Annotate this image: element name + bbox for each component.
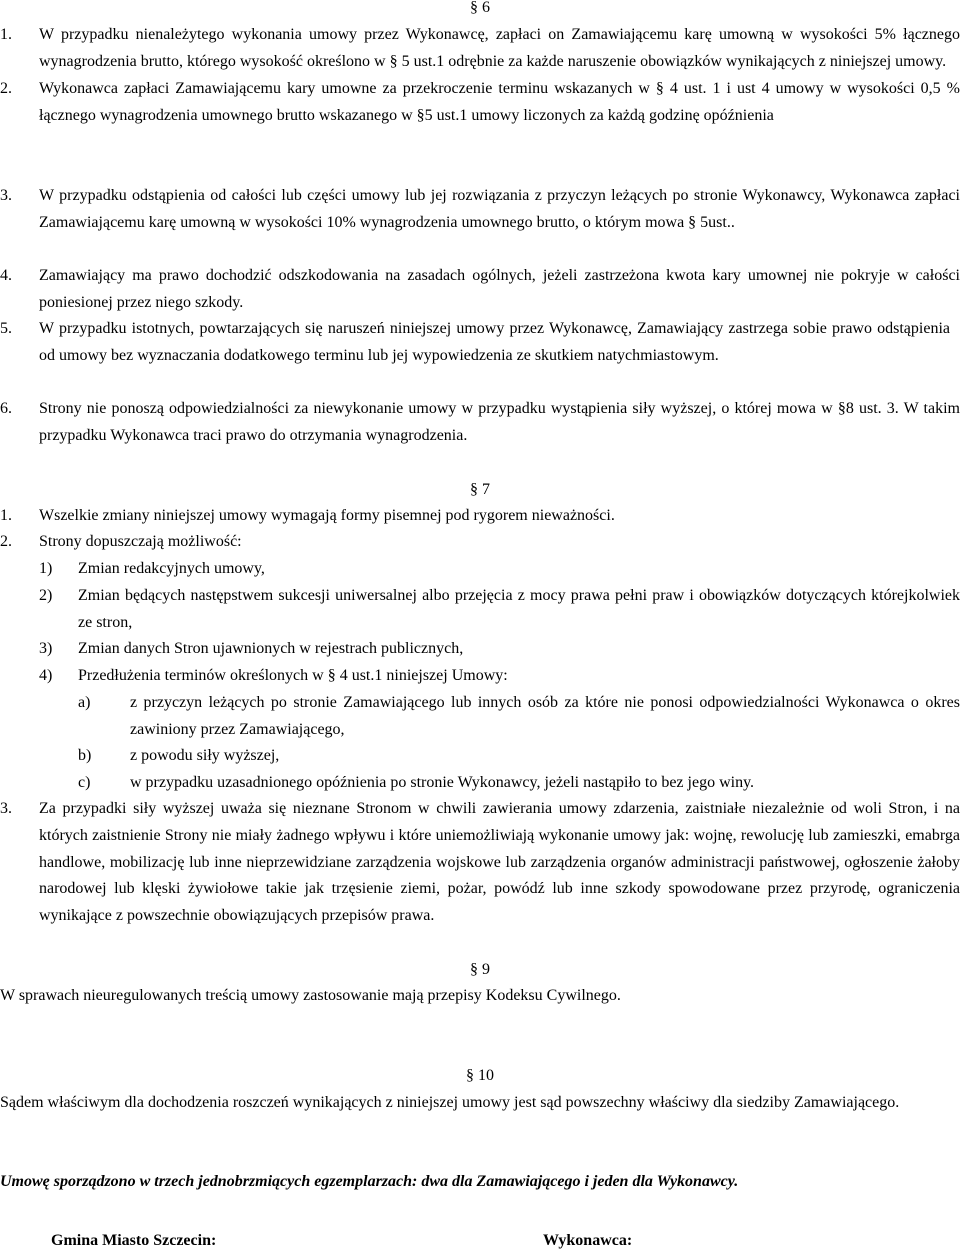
- s7-subsub-b-number: b): [78, 747, 92, 764]
- s7-item-2-text: Strony dopuszczają możliwość:: [39, 533, 242, 550]
- signature-left: Gmina Miasto Szczecin:: [51, 1232, 217, 1249]
- s7-sub-2-text: Zmian będących następstwem sukcesji uniwersalnej albo przejęcia z mocy prawa pełni praw i obowiązków dotyczących którejkolwiek ze stron,: [78, 587, 960, 631]
- section-9-heading: § 9: [470, 961, 490, 978]
- s6-item-5-number: 5.: [0, 320, 12, 337]
- s6-item-6-text: Strony nie ponoszą odpowiedzialności za niewykonanie umowy w przypadku wystąpienia siły wyższej, o której mowa w §8 ust. 3. W takim przypadku Wykonawca traci prawo do otrzymania wynagrodzenia.: [39, 400, 960, 444]
- s7-subsub-b-text: z powodu siły wyższej,: [130, 747, 280, 764]
- s7-subsub-a-text: z przyczyn leżących po stronie Zamawiającego lub innych osób za które nie ponosi odpowiedzialności Wykonawca o okres zawiniony przez Zamawiającego,: [130, 694, 960, 738]
- s7-sub-3-number: 3): [39, 640, 53, 657]
- s7-item-2-number: 2.: [0, 533, 12, 550]
- s7-sub-2-number: 2): [39, 587, 53, 604]
- s6-item-4-number: 4.: [0, 267, 12, 284]
- s6-item-1-number: 1.: [0, 26, 12, 43]
- s7-sub-1-text: Zmian redakcyjnych umowy,: [78, 560, 265, 577]
- s6-item-4-text: Zamawiający ma prawo dochodzić odszkodowania na zasadach ogólnych, jeżeli zastrzeżona kwota kary umownej nie pokryje w całości poniesionej przez niego szkody.: [39, 267, 960, 311]
- s6-item-2-text: Wykonawca zapłaci Zamawiającemu kary umowne za przekroczenie terminu wskazanych w § 4 ust. 1 i ust 4 umowy w wysokości 0,5 % łącznego wynagrodzenia umownego brutto wskazanego w §5 ust.1 umowy liczonych za każdą godzinę opóźnienia: [39, 80, 960, 124]
- section-9-text: W sprawach nieuregulowanych treścią umowy zastosowanie mają przepisy Kodeksu Cywilnego.: [0, 987, 621, 1004]
- s7-item-3-number: 3.: [0, 800, 12, 817]
- s7-sub-3-text: Zmian danych Stron ujawnionych w rejestrach publicznych,: [78, 640, 464, 657]
- s6-item-3-number: 3.: [0, 187, 12, 204]
- section-6-heading: § 6: [470, 0, 490, 16]
- s7-item-3-text: Za przypadki siły wyższej uważa się nieznane Stronom w chwili zawierania umowy zdarzenia, zaistniałe niezależnie od woli Stron, i na których zaistnienie Strony nie miały żadnego wpływu i które uniemożliwiają wykonanie umowy jak: wojnę, rewolucję lub zamieszki, emabrga handlowe, mobilizację lub inne nieprzewidziane zarządzenia wojskowe lub zarządzenia organów administracji państwowej, ogłoszenie żałoby narodowej lub klęski żywiołowe takie jak trzęsienie ziemi, pożar, powódź lub inne szkody spowodowane przez przyrodę, ograniczenia wynikające z powszechnie obowiązujących przepisów prawa.: [39, 800, 960, 925]
- s7-subsub-c-number: c): [78, 774, 91, 791]
- s6-item-3-text: W przypadku odstąpienia od całości lub części umowy lub jej rozwiązania z przyczyn leżących po stronie Wykonawcy, Wykonawca zapłaci Zamawiającemu karę umowną w wysokości 10% wynagrodzenia umownego brutto, o którym mowa § 5ust..: [39, 187, 960, 231]
- s6-item-1-text: W przypadku nienależytego wykonania umowy przez Wykonawcę, zapłaci on Zamawiającemu karę umowną w wysokości 5% łącznego wynagrodzenia brutto, którego wysokość określono w § 5 ust.1 odrębnie za każde naruszenie obowiązków wynikających z niniejszej umowy.: [39, 26, 960, 70]
- s7-item-1-number: 1.: [0, 507, 12, 524]
- s7-sub-1-number: 1): [39, 560, 53, 577]
- section-10-text: Sądem właściwym dla dochodzenia roszczeń wynikających z niniejszej umowy jest sąd powszechny właściwy dla siedziby Zamawiającego.: [0, 1094, 900, 1111]
- s6-item-5-text: W przypadku istotnych, powtarzających się naruszeń niniejszej umowy przez Wykonawcę, Zamawiający zastrzega sobie prawo odstąpienia od umowy bez wyznaczania dodatkowego terminu lub jej wypowiedzenia ze skutkiem natychmiastowym.: [39, 320, 950, 364]
- s7-subsub-a-number: a): [78, 694, 91, 711]
- s7-item-1-text: Wszelkie zmiany niniejszej umowy wymagają formy pisemnej pod rygorem nieważności.: [39, 507, 615, 524]
- s7-sub-4-number: 4): [39, 667, 53, 684]
- s6-item-2-number: 2.: [0, 80, 12, 97]
- closing-statement: Umowę sporządzono w trzech jednobrzmiących egzemplarzach: dwa dla Zamawiającego i jeden dla Wykonawcy.: [0, 1173, 739, 1190]
- section-10-heading: § 10: [466, 1067, 494, 1084]
- s7-subsub-c-text: w przypadku uzasadnionego opóźnienia po stronie Wykonawcy, jeżeli nastąpiło to bez jego winy.: [130, 774, 755, 791]
- section-7-heading: § 7: [470, 481, 490, 498]
- s7-sub-4-text: Przedłużenia terminów określonych w § 4 ust.1 niniejszej Umowy:: [78, 667, 508, 684]
- signature-right: Wykonawca:: [543, 1232, 633, 1249]
- s6-item-6-number: 6.: [0, 400, 12, 417]
